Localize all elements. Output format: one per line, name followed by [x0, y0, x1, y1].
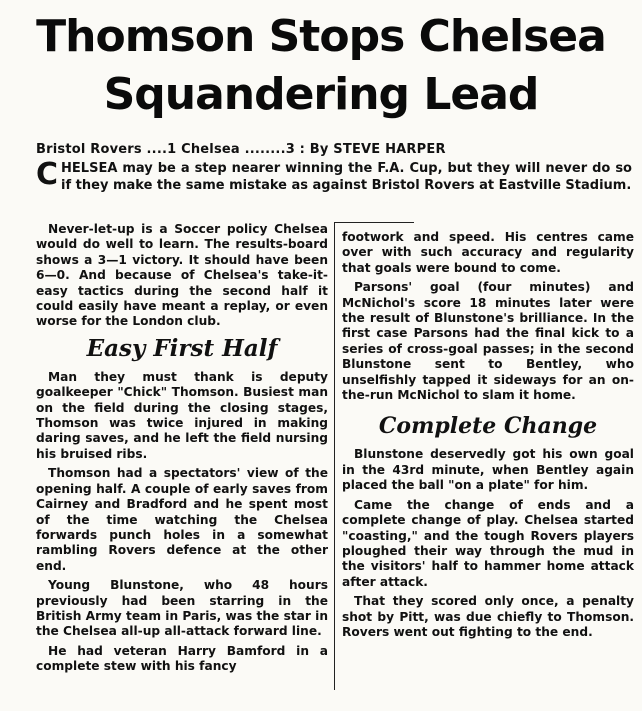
- left-paragraph-1: Never-let-up is a Soccer policy Chelsea would do well to learn. The results-board shows a 3—1 victory. It should have been 6—0. And because of Chelsea's take-it-easy tactics during the second half it could easily have meant a replay, or even worse for the London club.: [36, 222, 328, 329]
- subhead-complete-change: Complete Change: [378, 413, 598, 440]
- headline-line-1: Thomson Stops Chelsea: [36, 11, 606, 62]
- intro-paragraph: [36, 157, 632, 194]
- column-divider: [334, 222, 335, 690]
- right-paragraph-1: footwork and speed. His centres came over with such accuracy and regularity that goals were bound to come.: [342, 230, 634, 275]
- byline: Bristol Rovers ....1 Chelsea ........3 : By STEVE HARPER: [36, 142, 446, 157]
- headline-line-2: Squandering Lead: [103, 69, 539, 120]
- right-paragraph-4: Came the change of ends and a complete change of play. Chelsea started "coasting," and the tough Rovers players ploughed their way through the mud in the visitors' half to hammer home attack after attack.: [342, 497, 634, 589]
- left-paragraph-2: Man they must thank is deputy goalkeeper "Chick" Thomson. Busiest man on the field during the closing stages, Thomson was twice injured in making daring saves, and he left the field nursing his bruised ribs.: [36, 369, 328, 461]
- left-paragraph-3: Thomson had a spectators' view of the opening half. A couple of early saves from Cairney and Bradford and he spent most of the time watching the Chelsea forwards punch holes in a somewhat rambling Rovers defence at the other end.: [36, 466, 328, 573]
- left-column: [36, 222, 328, 679]
- right-column: [342, 230, 634, 644]
- left-paragraph-4: Young Blunstone, who 48 hours previously had been starring in the British Army team in Paris, was the star in the Chelsea all-up all-attack forward line.: [36, 578, 328, 639]
- drop-cap: C: [36, 157, 59, 192]
- right-paragraph-2: Parsons' goal (four minutes) and McNichol's score 18 minutes later were the result of Blunstone's brilliance. In the first case Parsons had the final kick to a series of cross-goal passes; in the second Blunstone sent to Bentley, who unselfishly tapped it sideways for an on-the-run McNichol to slam it home.: [342, 280, 634, 403]
- intro-text: HELSEA may be a step nearer winning the F.A. Cup, but they will never do so if they make the same mistake as against Bristol Rovers at Eastville Stadium.: [61, 161, 632, 193]
- right-paragraph-5: That they scored only once, a penalty shot by Pitt, was due chiefly to Thomson. Rovers went out fighting to the end.: [342, 594, 634, 639]
- right-paragraph-3: Blunstone deservedly got his own goal in the 43rd minute, when Bentley again placed the ball "on a plate" for him.: [342, 447, 634, 493]
- column-top-rule: [334, 222, 414, 223]
- subhead-easy-first-half: Easy First Half: [86, 334, 278, 362]
- left-paragraph-5: He had veteran Harry Bamford in a complete stew with his fancy: [36, 643, 328, 674]
